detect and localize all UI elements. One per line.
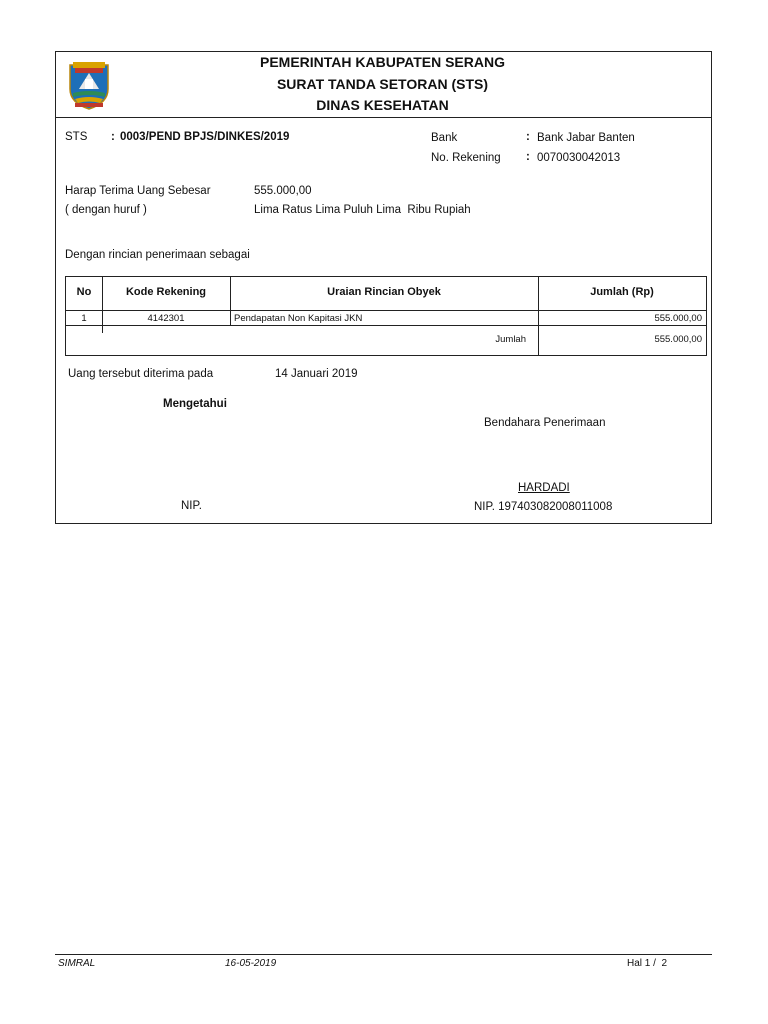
footer-divider	[55, 954, 712, 955]
column-header-kode: Kode Rekening	[125, 286, 207, 298]
row-uraian: Pendapatan Non Kapitasi JKN	[234, 313, 363, 324]
bank-colon: :	[526, 131, 530, 143]
amount-value: 555.000,00	[254, 185, 312, 197]
bank-value: Bank Jabar Banten	[537, 132, 635, 144]
signature-right-title: Bendahara Penerimaan	[484, 417, 606, 429]
signature-left-nip: NIP.	[181, 500, 202, 512]
footer-app-name: SIMRAL	[58, 958, 96, 969]
header-divider	[55, 117, 712, 118]
amount-words-value: Lima Ratus Lima Puluh Lima Ribu Rupiah	[254, 204, 471, 216]
column-header-jumlah: Jumlah (Rp)	[590, 286, 654, 298]
signature-right-nip: NIP. 197403082008011008	[474, 501, 613, 513]
amount-words-label: ( dengan huruf )	[65, 204, 147, 216]
header-title-sts: SURAT TANDA SETORAN (STS)	[276, 76, 489, 92]
footer-page-number: Hal 1 / 2	[627, 958, 668, 969]
sts-label: STS	[65, 131, 88, 143]
signature-right-name: HARDADI	[518, 482, 570, 494]
row-jumlah: 555.000,00	[654, 313, 702, 324]
row-kode: 4142301	[147, 313, 185, 324]
column-header-uraian: Uraian Rincian Obyek	[327, 286, 441, 298]
header-title-department: DINAS KESEHATAN	[316, 97, 449, 113]
rekening-colon: :	[526, 151, 530, 163]
signature-left-title: Mengetahui	[163, 398, 227, 410]
details-table	[65, 276, 707, 356]
column-header-no: No	[76, 286, 92, 298]
total-label: Jumlah	[495, 334, 526, 345]
rekening-label: No. Rekening	[431, 152, 501, 164]
footer-date: 16-05-2019	[225, 958, 277, 969]
row-no: 1	[81, 313, 87, 324]
total-value: 555.000,00	[654, 334, 702, 345]
kabupaten-serang-emblem-logo	[67, 59, 111, 111]
rekening-value: 0070030042013	[537, 152, 621, 164]
received-date: 14 Januari 2019	[275, 368, 358, 380]
sts-colon: :	[111, 131, 115, 143]
header-title-government: PEMERINTAH KABUPATEN SERANG	[259, 54, 505, 70]
sts-number: 0003/PEND BPJS/DINKES/2019	[120, 131, 290, 143]
received-label: Uang tersebut diterima pada	[68, 368, 214, 380]
amount-label: Harap Terima Uang Sebesar	[65, 185, 211, 197]
details-intro: Dengan rincian penerimaan sebagai	[65, 249, 250, 261]
bank-label: Bank	[431, 132, 458, 144]
